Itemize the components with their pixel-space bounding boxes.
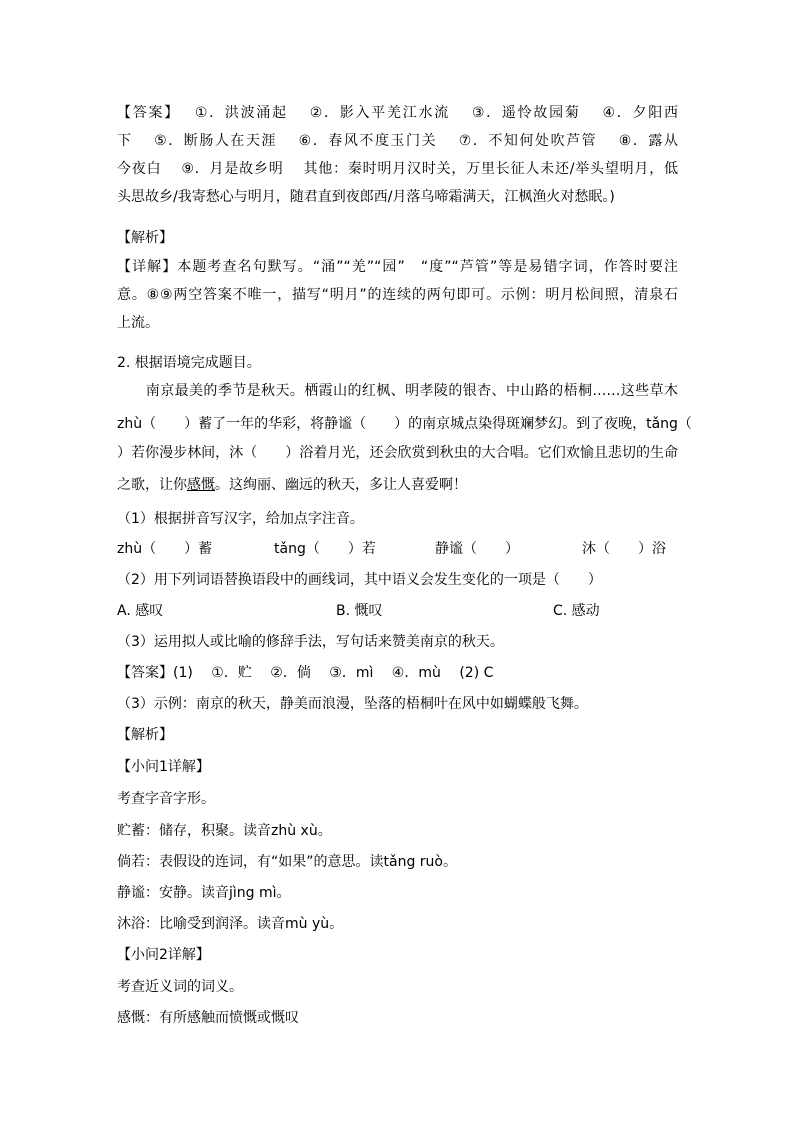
- q1-answer-line: 今夜白 ⑨．月是故乡明 其他：秦时明月汉时关，万里长征人未还/举头望明月，低: [117, 161, 678, 177]
- part2-line: 感慨：有所感触而愤慨或慨叹: [117, 1010, 299, 1026]
- q1-detail-line: 【详解】本题考查名句默写。“涌”“羌”“园” “度”“芦管”等是易错字词，作答时要注: [117, 259, 678, 275]
- sub1-item: 沐（ ）浴: [582, 541, 666, 557]
- part1-label: 【小问1详解】: [117, 759, 210, 775]
- q1-answer-line: 头思故乡/我寄愁心与明月，随君直到夜郎西/月落乌啼霜满天，江枫渔火对愁眠。): [117, 189, 615, 205]
- q2-title: 2. 根据语境完成题目。: [117, 355, 261, 371]
- q2-answer: 【答案】(1) ①．贮 ②．倘 ③．mì ④．mù (2) C: [117, 665, 494, 681]
- q2-analysis-label: 【解析】: [117, 727, 173, 743]
- underlined-word: 感慨: [187, 477, 215, 493]
- q2-answer-example: （3）示例：南京的秋天，静美而浪漫，坠落的梧桐叶在风中如蝴蝶般飞舞。: [117, 696, 588, 712]
- part1-line: 贮蓄：储存，积聚。读音zhù xù。: [117, 823, 332, 839]
- part1-line: 静谧：安静。读音jìng mì。: [117, 885, 291, 901]
- q2-sub1: （1）根据拼音写汉字，给加点字注音。: [117, 511, 364, 527]
- q1-answer-line: 下 ⑤．断肠人在天涯 ⑥．春风不度玉门关 ⑦．不知何处吹芦管 ⑧．露从: [117, 133, 678, 149]
- passage-text: 之歌，让你: [117, 477, 187, 493]
- q1-answer-line: 【答案】 ①．洪波涌起 ②．影入平羌江水流 ③．遥怜故园菊 ④．夕阳西: [117, 105, 678, 121]
- part1-line: 倘若：表假设的连词，有“如果”的意思。读tǎng ruò。: [117, 854, 457, 870]
- sub1-item: tǎng（ ）若: [274, 541, 376, 557]
- q2-sub1-items: [117, 538, 678, 560]
- q1-analysis-label: 【解析】: [117, 230, 173, 246]
- q2-passage-line: zhù（ ）蓄了一年的华彩，将静谧（ ）的南京城点染得斑斓梦幻。到了夜晚，tǎng（: [117, 416, 692, 432]
- option-c: C. 感动: [553, 603, 600, 619]
- q2-passage-line: ）若你漫步林间，沐（ ）浴着月光，还会欣赏到秋虫的大合唱。它们欢愉且悲切的生命: [117, 445, 678, 461]
- q2-sub3: （3）运用拟人或比喻的修辞手法，写句话来赞美南京的秋天。: [117, 634, 504, 650]
- q2-passage-line: [117, 474, 678, 496]
- passage-text: 。这绚丽、幽远的秋天，多让人喜爱啊！: [215, 477, 467, 493]
- q2-sub2-options: [117, 600, 678, 622]
- option-a: A. 感叹: [117, 603, 164, 619]
- q2-passage-line: 南京最美的季节是秋天。栖霞山的红枫、明孝陵的银杏、中山路的梧桐……这些草木: [117, 383, 678, 399]
- part1-line: 沐浴：比喻受到润泽。读音mù yù。: [117, 916, 344, 932]
- sub1-item: 静谧（ ）: [435, 541, 519, 557]
- option-b: B. 慨叹: [336, 603, 383, 619]
- q1-detail-line: 上流。: [117, 315, 159, 331]
- part1-line: 考查字音字形。: [117, 791, 215, 807]
- q2-sub2: （2）用下列词语替换语段中的画线词，其中语义会发生变化的一项是（ ）: [117, 572, 602, 588]
- sub1-item: zhù（ ）蓄: [117, 541, 213, 557]
- part2-line: 考查近义词的词义。: [117, 979, 243, 995]
- part2-label: 【小问2详解】: [117, 947, 210, 963]
- q1-detail-line: 意。⑧⑨两空答案不唯一，描写“明月”的连续的两句即可。示例：明月松间照，清泉石: [117, 287, 678, 303]
